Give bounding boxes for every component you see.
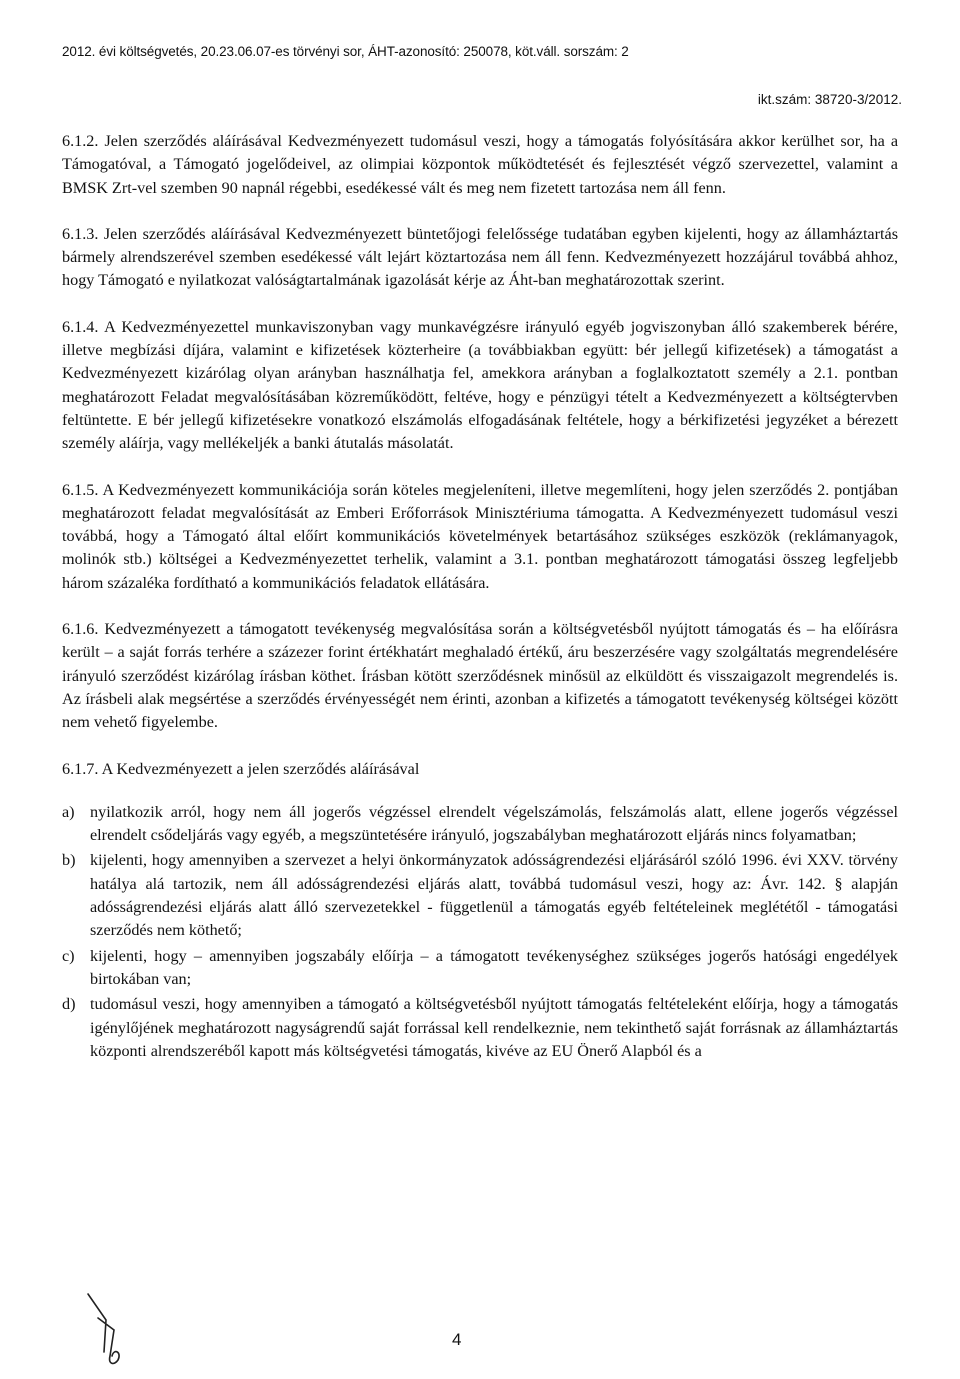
section-text: A Kedvezményezett kommunikációja során köteles megjeleníteni, illetve megemlíteni, hogy jelen szerződés 2. pontjában meghatározott feladat megvalósítását az Emberi Erőforrások Minisztériuma támogatta. A Kedvezményezett tudomásul veszi továbbá, hogy a Támogató által előírt kommunikációs követelmények betartásához szükséges eszközök (reklámanyagok, molinók stb.) költségei a Kedvezményezettet terhelik, valamint a 3.1. pontban meghatározott támogatási összeg legfeljebb három százaléka fordítható a kommunikációs feladatok ellátására.: [62, 480, 898, 592]
list-marker: d): [62, 995, 76, 1014]
list-marker: b): [62, 851, 76, 870]
list-item-text: kijelenti, hogy amennyiben a szervezet a helyi önkormányzatok adósságrendezési eljárásáról szóló 1996. évi XXV. törvény hatálya alá tartozik, nem áll adósságrendezési eljárás alatt, továbbá tudomásul veszi, hogy az: Ávr. 142. § alapján adósságrendezési eljárás alatt álló szervezetekkel - függetlenül a támogatás egyéb feltételeinek meglététől - támogatási szerződés nem köthető;: [90, 851, 898, 940]
section-number: 6.1.4.: [62, 317, 99, 336]
section-6-1-3: [62, 223, 898, 293]
list-marker: a): [62, 802, 75, 821]
section-number: 6.1.7.: [62, 759, 99, 778]
section-6-1-4: [62, 316, 898, 456]
list-item: [62, 849, 898, 942]
section-text: Kedvezményezett a támogatott tevékenység megvalósítása során a költségvetésből nyújtott támogatás és – ha előírásra került – a saját forrás terhére a százezer forint értékhatárt meghaladó értékű, áru beszerzésére vagy szolgáltatás megrendelésére irányuló szerződést kizárólag írásban köthet. Írásban kötött szerződésnek minősül az elküldött és visszaigazolt megrendelés is. Az írásbeli alak megsértése a szerződés érvényességét nem érinti, azonban a kifizetés a támogatott tevékenység költségei között nem vehető figyelembe.: [62, 620, 899, 732]
section-6-1-2: [62, 130, 898, 200]
list-item: [62, 945, 898, 992]
section-number: 6.1.6.: [62, 620, 99, 639]
list-item: [62, 801, 898, 848]
section-text: A Kedvezményezettel munkaviszonyban vagy munkavégzésre irányuló egyéb jogviszonyban álló szakemberek bérére, illetve megbízási díjára, valamint e kifizetések közterheire (a továbbiakban együtt: bér jellegű kifizetések) a támogatást a Kedvezményezett kizárólag olyan arányban használhatja fel, amekkora arányban a foglalkoztatott személy a 2.1. pontban meghatározott Feladat megvalósításában közreműködött, feltéve, hogy e pénzügyi tételt a Kedvezményezett a költségtervben feltüntette. E bér jellegű kifizetésekre vonatkozó elszámolás elfogadásának feltétele, hogy a bérkifizetési jegyzéket a bérezett személy aláírja, vagy mellékeljék a banki átutalás másolatát.: [62, 317, 898, 453]
section-number: 6.1.2.: [62, 132, 99, 150]
section-text: Jelen szerződés aláírásával Kedvezményezett tudomásul veszi, hogy a támogatás folyósítására akkor kerülhet sor, ha a Támogatóval, a Támogató jogelődeivel, az olimpiai központok működtetését és fejlesztését végző szervezettel, valamint a BMSK Zrt-vel szemben 90 napnál régebbi, esedékessé vált és meg nem fizetett tartozása nem áll fenn.: [62, 132, 899, 197]
list-item: [62, 993, 898, 1063]
section-6-1-7-lead: [62, 758, 898, 781]
list-item-text: tudomásul veszi, hogy amennyiben a támogató a költségvetésből nyújtott támogatás feltételeként előírja, hogy a támogatás igénylőjének meghatározott nagyságrendű saját forrással kell rendelkeznie, nem tekinthető saját forrásnak az államháztartás központi alrendszeréből kapott más költségvetési támogatás, kivéve az EU Önerő Alapból és a: [90, 995, 898, 1060]
handwritten-initials: [84, 1290, 144, 1370]
section-number: 6.1.3.: [62, 224, 99, 243]
section-text: Jelen szerződés aláírásával Kedvezményezett büntetőjogi felelőssége tudatában egyben kijelenti, hogy az államháztartás bármely alrendszerével szemben esedékessé vált lejárt köztartozása nem áll fenn. Kedvezményezett hozzájárul továbbá ahhoz, hogy Támogató e nyilatkozat valóságtartalmának igazolását kérje az Áht-ban meghatározottak szerint.: [62, 224, 898, 290]
document-body: [62, 130, 898, 1065]
page-number: 4: [452, 1330, 462, 1349]
section-6-1-6: [62, 618, 898, 734]
section-text: A Kedvezményezett a jelen szerződés aláírásával: [101, 759, 420, 778]
section-6-1-5: [62, 479, 898, 595]
declaration-list: [62, 801, 898, 1063]
list-item-text: kijelenti, hogy – amennyiben jogszabály előírja – a támogatott tevékenységhez szükséges jogerős hatósági engedélyek birtokában van;: [90, 946, 898, 988]
header-reference-line: 2012. évi költségvetés, 20.23.06.07-es törvényi sor, ÁHT-azonosító: 250078, köt.váll. sorszám: 2: [62, 44, 629, 59]
list-marker: c): [62, 946, 75, 965]
section-number: 6.1.5.: [62, 480, 99, 499]
list-item-text: nyilatkozik arról, hogy nem áll jogerős végzéssel elrendelt végelszámolás, felszámolás alatt, ellene jogerős végzéssel elrendelt csődeljárás vagy egyéb, a megszüntetésére irányuló, jogszabályban meghatározott eljárás nincs folyamatban;: [90, 802, 898, 845]
registration-number: ikt.szám: 38720-3/2012.: [757, 92, 902, 107]
